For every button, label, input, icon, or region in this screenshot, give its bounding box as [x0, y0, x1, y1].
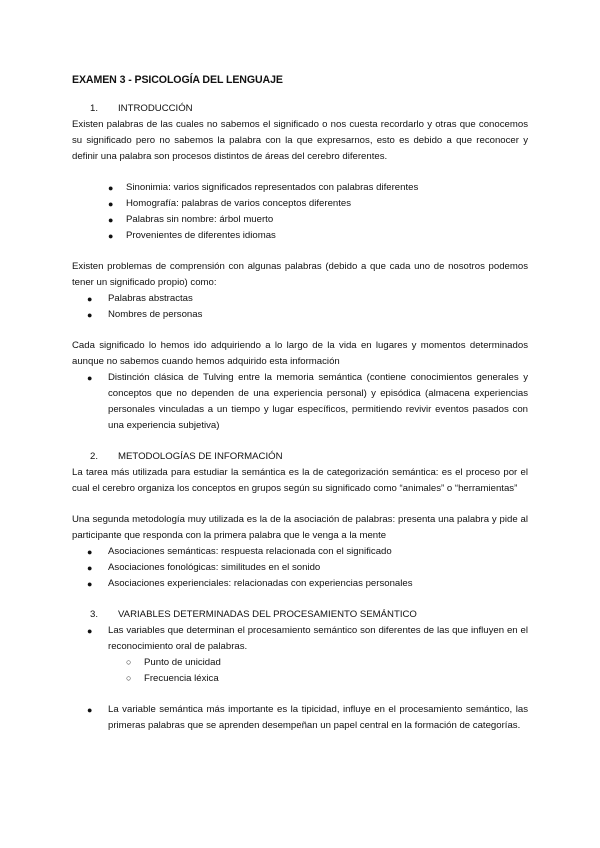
circle-bullet-icon: ○ [126, 673, 132, 683]
bullet-icon: ● [87, 626, 93, 636]
section-heading-3 [72, 607, 528, 623]
bullet-icon: ● [108, 183, 114, 193]
section-heading-1 [72, 101, 528, 117]
bullet-list [72, 291, 528, 323]
list-item: ● Provenientes de diferentes idiomas [72, 228, 528, 244]
section-title: INTRODUCCIÓN [118, 103, 193, 114]
circle-bullet-icon: ○ [126, 657, 132, 667]
bullet-icon: ● [87, 579, 93, 589]
section-title: VARIABLES DETERMINADAS DEL PROCESAMIENTO SEMÁNTICO [118, 609, 417, 620]
bullet-icon: ● [87, 563, 93, 573]
list-item: ● Homografía: palabras de varios conceptos diferentes [72, 196, 528, 212]
list-item: ● Asociaciones semánticas: respuesta relacionada con el significado [72, 544, 528, 560]
paragraph: Cada significado lo hemos ido adquiriendo a lo largo de la vida en lugares y momentos determinados aunque no sabemos cuando hemos adquirido esta información [72, 340, 528, 367]
paragraph: Existen palabras de las cuales no sabemos el significado o nos cuesta recordarlo y otras que conocemos su significado pero no sabemos la palabra con la que expresarnos, esto es debido a que reconocer y definir una palabra son procesos distintos de áreas del cerebro diferentes. [72, 119, 528, 162]
list-item: ● Sinonimia: varios significados representados con palabras diferentes [72, 180, 528, 196]
list-item: ● Asociaciones fonológicas: similitudes en el sonido [72, 560, 528, 576]
list-item: ● Palabras sin nombre: árbol muerto [72, 212, 528, 228]
bullet-icon: ● [87, 373, 93, 383]
list-item: ● Distinción clásica de Tulving entre la memoria semántica (contiene conocimientos generales y conceptos que no dependen de una experiencia personal) y episódica (almacena experiencias personales vinculadas a un tiempo y lugar específicos, permitiendo revivir eventos pasados con una experiencia subjetiva) [87, 372, 528, 431]
paragraph: La tarea más utilizada para estudiar la semántica es la de categorización semántica: es el proceso por el cual el cerebro organiza los conceptos en grupos según su significado como “animales” o “herramientas” [72, 467, 528, 494]
list-item: ● Asociaciones experienciales: relacionadas con experiencias personales [72, 576, 528, 592]
section-heading-2 [72, 449, 528, 465]
section-number: 2. [90, 451, 99, 462]
bullet-list [72, 180, 528, 244]
bullet-list [72, 544, 528, 592]
bullet-icon: ● [87, 310, 93, 320]
bullet-icon: ● [87, 705, 93, 715]
list-item: ● Palabras abstractas [72, 291, 528, 307]
bullet-icon: ● [108, 199, 114, 209]
list-item: ● Nombres de personas [72, 307, 528, 323]
sub-bullet-list [72, 655, 528, 687]
list-item: ○ Punto de unicidad [72, 655, 528, 671]
paragraph: Existen problemas de comprensión con algunas palabras (debido a que cada uno de nosotros podemos tener un significado propio) como: [72, 261, 528, 288]
section-number: 3. [90, 609, 99, 620]
bullet-icon: ● [87, 294, 93, 304]
list-item: ● Las variables que determinan el procesamiento semántico son diferentes de las que influyen en el reconocimiento oral de palabras. [87, 625, 528, 652]
bullet-icon: ● [108, 215, 114, 225]
list-item: ● La variable semántica más importante es la tipicidad, influye en el procesamiento semántico, las primeras palabras que se aprenden desempeñan un papel central en la formación de categorías. [87, 704, 528, 731]
bullet-icon: ● [87, 547, 93, 557]
bullet-list [72, 370, 528, 434]
paragraph: Una segunda metodología muy utilizada es la de la asociación de palabras: presenta una palabra y pide al participante que responda con la primera palabra que le venga a la mente [72, 514, 528, 541]
bullet-icon: ● [108, 231, 114, 241]
document-title: EXAMEN 3 - PSICOLOGÍA DEL LENGUAJE [72, 74, 283, 86]
bullet-list [72, 702, 528, 734]
section-number: 1. [90, 103, 99, 114]
list-item: ○ Frecuencia léxica [72, 671, 528, 687]
document-body [72, 72, 528, 734]
bullet-list [72, 623, 528, 655]
section-title: METODOLOGÍAS DE INFORMACIÓN [118, 451, 283, 462]
